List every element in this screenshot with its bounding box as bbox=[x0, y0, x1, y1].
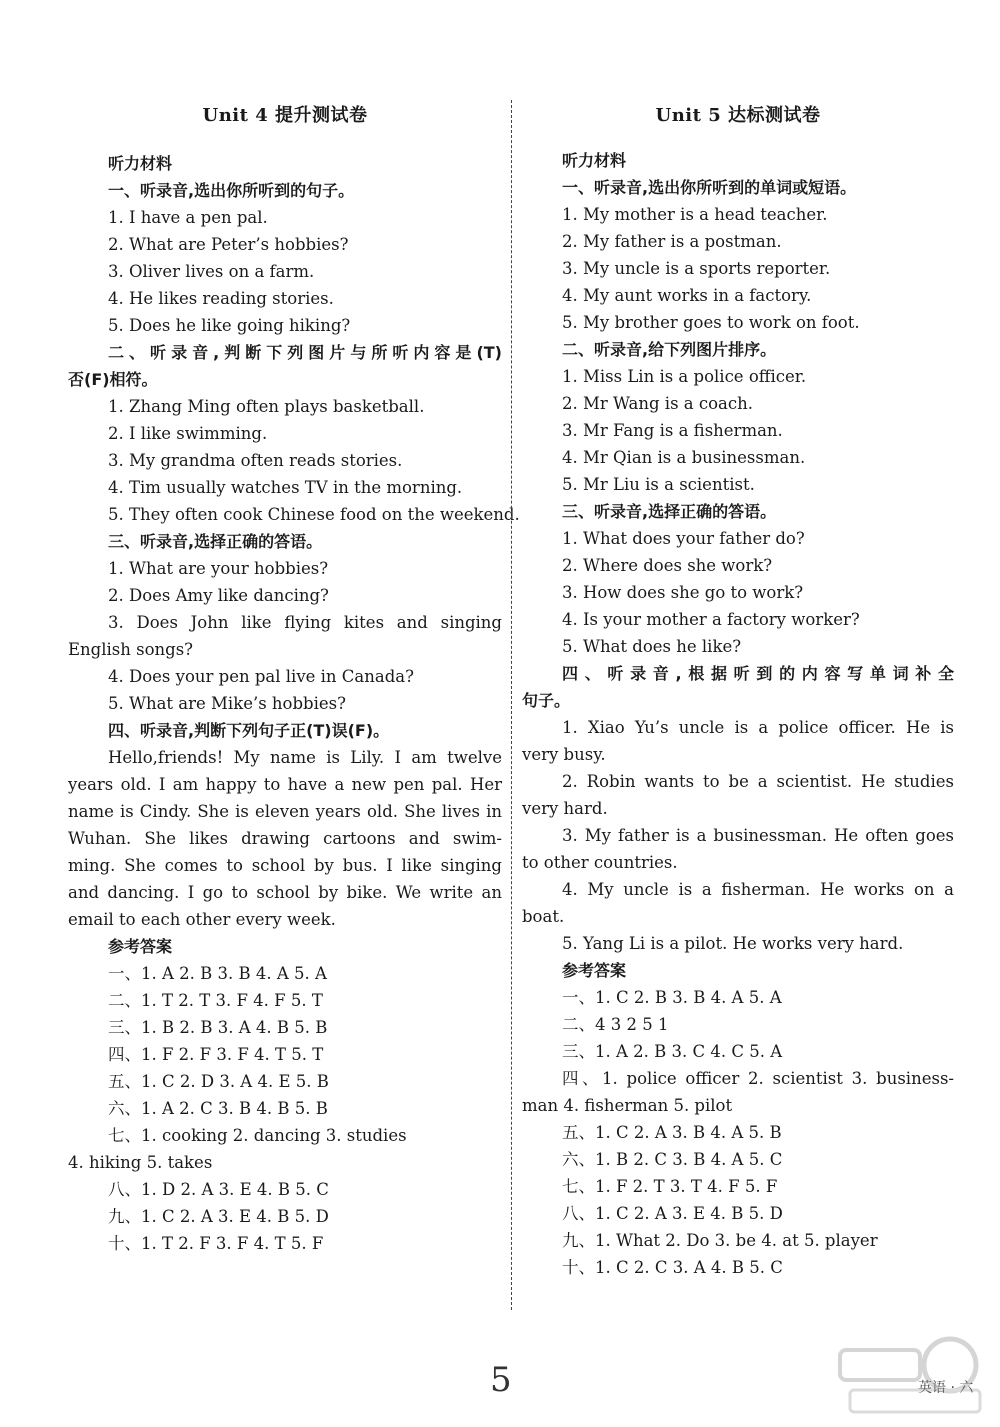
right-text-line: 四、1. police officer 2. scientist 3. business- bbox=[562, 1069, 954, 1088]
left-unit-title: Unit 4 提升测试卷 bbox=[202, 105, 368, 126]
right-text-line: 八、1. C 2. A 3. E 4. B 5. D bbox=[562, 1204, 783, 1223]
right-text-line: 4. My uncle is a fisherman. He works on a bbox=[562, 880, 954, 899]
right-text-line: 3. My father is a businessman. He often goes bbox=[562, 826, 954, 845]
right-text-line: 1. My mother is a head teacher. bbox=[562, 205, 828, 224]
right-text-line: 2. Robin wants to be a scientist. He studies bbox=[562, 772, 954, 791]
left-text-line: 5. They often cook Chinese food on the weekend. bbox=[108, 505, 520, 524]
right-text-line: very hard. bbox=[522, 799, 608, 818]
right-text-line: 二、听录音,给下列图片排序。 bbox=[562, 340, 777, 359]
right-text-line: 2. Where does she work? bbox=[562, 556, 773, 575]
left-text-line: 否(F)相符。 bbox=[68, 370, 158, 389]
right-text-line: 四、听录音,根据听到的内容写单词补全 bbox=[562, 664, 954, 683]
left-text-line: 4. He likes reading stories. bbox=[108, 289, 334, 308]
right-text-line: man 4. fisherman 5. pilot bbox=[522, 1096, 733, 1115]
right-text-line: 1. What does your father do? bbox=[562, 529, 805, 548]
right-text-line: 5. Mr Liu is a scientist. bbox=[562, 475, 755, 494]
right-text-line: 三、听录音,选择正确的答语。 bbox=[562, 502, 777, 521]
right-content bbox=[522, 147, 954, 1281]
left-text-line: 三、听录音,选择正确的答语。 bbox=[108, 532, 323, 551]
left-text-line: 六、1. A 2. C 3. B 4. B 5. B bbox=[108, 1099, 328, 1118]
right-text-line: 2. Mr Wang is a coach. bbox=[562, 394, 754, 413]
left-text-line: 三、1. B 2. B 3. A 4. B 5. B bbox=[108, 1018, 328, 1037]
left-text-line: 十、1. T 2. F 3. F 4. T 5. F bbox=[108, 1234, 324, 1253]
right-text-line: 七、1. F 2. T 3. T 4. F 5. F bbox=[562, 1177, 778, 1196]
left-text-line: 3. Does John like flying kites and singing bbox=[108, 613, 502, 632]
right-text-line: boat. bbox=[522, 907, 565, 926]
left-text-line: 5. Does he like going hiking? bbox=[108, 316, 351, 335]
right-text-line: 3. My uncle is a sports reporter. bbox=[562, 259, 831, 278]
right-text-line: 一、1. C 2. B 3. B 4. A 5. A bbox=[562, 988, 782, 1007]
right-text-line: 十、1. C 2. C 3. A 4. B 5. C bbox=[562, 1258, 783, 1277]
right-text-line: 1. Miss Lin is a police officer. bbox=[562, 367, 807, 386]
left-text-line: and dancing. I go to school by bike. We write an bbox=[68, 883, 502, 902]
left-text-line: 八、1. D 2. A 3. E 4. B 5. C bbox=[108, 1180, 329, 1199]
left-text-line: 四、听录音,判断下列句子正(T)误(F)。 bbox=[108, 721, 390, 740]
right-text-line: 3. Mr Fang is a fisherman. bbox=[562, 421, 783, 440]
right-text-line: 五、1. C 2. A 3. B 4. A 5. B bbox=[562, 1123, 782, 1142]
left-text-line: 2. I like swimming. bbox=[108, 424, 268, 443]
right-text-line: very busy. bbox=[522, 745, 606, 764]
right-text-line: 3. How does she go to work? bbox=[562, 583, 804, 602]
column-divider bbox=[511, 100, 512, 1310]
right-text-line: 九、1. What 2. Do 3. be 4. at 5. player bbox=[562, 1231, 878, 1250]
left-text-line: 听力材料 bbox=[108, 154, 173, 173]
right-text-line: 二、4 3 2 5 1 bbox=[562, 1015, 669, 1034]
footer-label: 英语 · 六 bbox=[918, 1380, 974, 1396]
left-text-line: 九、1. C 2. A 3. E 4. B 5. D bbox=[108, 1207, 329, 1226]
watermark-logo bbox=[830, 1330, 990, 1420]
left-text-line: 一、1. A 2. B 3. B 4. A 5. A bbox=[108, 964, 327, 983]
left-text-line: 1. I have a pen pal. bbox=[108, 208, 268, 227]
left-text-line: 二、听录音,判断下列图片与所听内容是(T) bbox=[108, 343, 502, 362]
right-text-line: 听力材料 bbox=[562, 151, 627, 170]
right-text-line: 一、听录音,选出你所听到的单词或短语。 bbox=[562, 178, 857, 197]
right-text-line: 六、1. B 2. C 3. B 4. A 5. C bbox=[562, 1150, 783, 1169]
right-text-line: 5. Yang Li is a pilot. He works very hard. bbox=[562, 934, 904, 953]
left-text-line: 2. Does Amy like dancing? bbox=[108, 586, 329, 605]
left-text-line: 七、1. cooking 2. dancing 3. studies bbox=[108, 1126, 407, 1145]
left-text-line: 五、1. C 2. D 3. A 4. E 5. B bbox=[108, 1072, 329, 1091]
left-text-line: email to each other every week. bbox=[68, 910, 336, 929]
page-number: 5 bbox=[490, 1360, 512, 1400]
right-text-line: 5. What does he like? bbox=[562, 637, 742, 656]
right-text-line: 4. Is your mother a factory worker? bbox=[562, 610, 860, 629]
left-text-line: 1. Zhang Ming often plays basketball. bbox=[108, 397, 425, 416]
right-text-line: 5. My brother goes to work on foot. bbox=[562, 313, 860, 332]
left-text-line: 3. Oliver lives on a farm. bbox=[108, 262, 315, 281]
right-text-line: 句子。 bbox=[522, 691, 571, 710]
left-text-line: Hello,friends! My name is Lily. I am twelve bbox=[108, 748, 502, 767]
left-text-line: 1. What are your hobbies? bbox=[108, 559, 329, 578]
left-text-line: 5. What are Mike’s hobbies? bbox=[108, 694, 346, 713]
left-text-line: ming. She comes to school by bus. I like singing bbox=[68, 856, 502, 875]
right-text-line: to other countries. bbox=[522, 853, 678, 872]
left-text-line: 3. My grandma often reads stories. bbox=[108, 451, 403, 470]
left-text-line: 二、1. T 2. T 3. F 4. F 5. T bbox=[108, 991, 323, 1010]
left-text-line: 一、听录音,选出你所听到的句子。 bbox=[108, 181, 355, 200]
right-text-line: 参考答案 bbox=[562, 961, 627, 980]
right-text-line: 4. Mr Qian is a businessman. bbox=[562, 448, 806, 467]
right-text-line: 2. My father is a postman. bbox=[562, 232, 782, 251]
left-content bbox=[68, 150, 520, 1257]
left-text-line: 4. Tim usually watches TV in the morning. bbox=[108, 478, 463, 497]
left-text-line: name is Cindy. She is eleven years old. She lives in bbox=[68, 802, 502, 821]
right-text-line: 三、1. A 2. B 3. C 4. C 5. A bbox=[562, 1042, 783, 1061]
left-text-line: years old. I am happy to have a new pen pal. Her bbox=[68, 775, 502, 794]
left-text-line: 2. What are Peter’s hobbies? bbox=[108, 235, 349, 254]
left-text-line: 4. hiking 5. takes bbox=[68, 1153, 213, 1172]
left-text-line: 四、1. F 2. F 3. F 4. T 5. T bbox=[108, 1045, 324, 1064]
left-text-line: 4. Does your pen pal live in Canada? bbox=[108, 667, 414, 686]
left-text-line: English songs? bbox=[68, 640, 194, 659]
right-text-line: 4. My aunt works in a factory. bbox=[562, 286, 812, 305]
left-text-line: 参考答案 bbox=[108, 937, 173, 956]
right-unit-title: Unit 5 达标测试卷 bbox=[655, 105, 821, 126]
left-text-line: Wuhan. She likes drawing cartoons and swim- bbox=[68, 829, 502, 848]
right-text-line: 1. Xiao Yu’s uncle is a police officer. He is bbox=[562, 718, 954, 737]
